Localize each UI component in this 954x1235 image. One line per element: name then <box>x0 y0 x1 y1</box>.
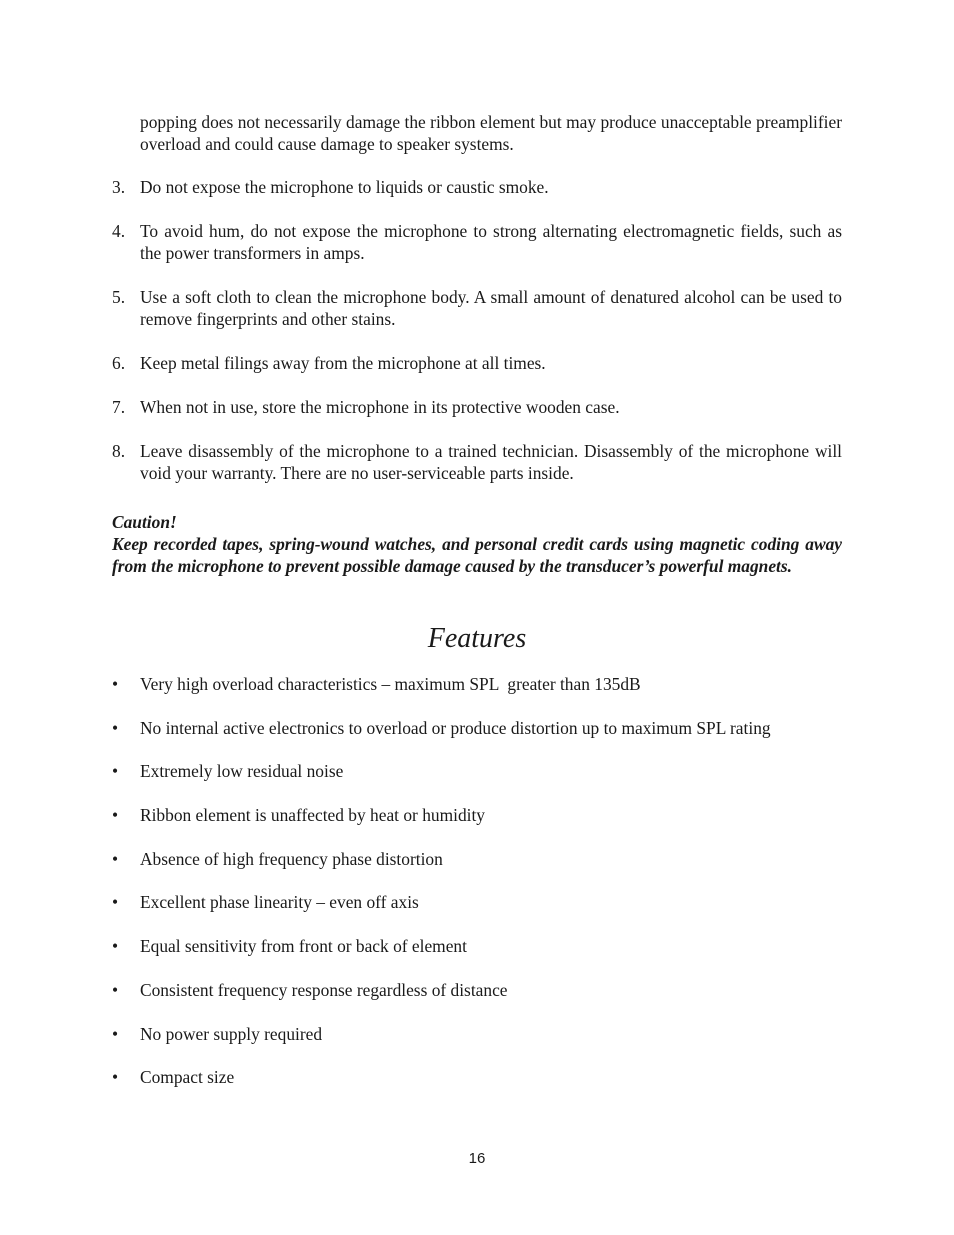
list-item <box>112 760 842 782</box>
item-number: 7. <box>112 397 126 417</box>
list-item <box>112 891 842 913</box>
page-number: 16 <box>468 1150 486 1167</box>
bullet-icon: • <box>112 979 119 1000</box>
bullet-icon: • <box>112 717 119 738</box>
feature-text: Equal sensitivity from front or back of element <box>140 936 467 957</box>
feature-text: No power supply required <box>140 1023 323 1044</box>
feature-text: Excellent phase linearity – even off axis <box>140 892 419 913</box>
item-text: Leave disassembly of the microphone to a trained technician. Disassembly of the microphone will void your warranty. There are no user-serviceable parts inside. <box>140 441 842 483</box>
numbered-item-8 <box>112 440 842 484</box>
bullet-icon: • <box>112 936 119 957</box>
feature-text: Absence of high frequency phase distortion <box>140 848 443 869</box>
caution-text: Keep recorded tapes, spring-wound watches, and personal credit cards using magnetic coding away from the microphone to prevent possible damage caused by the transducer’s powerful magnets. <box>112 534 842 576</box>
feature-text: Ribbon element is unaffected by heat or humidity <box>140 805 485 826</box>
item-number: 4. <box>112 221 126 241</box>
bullet-icon: • <box>112 805 119 826</box>
bullet-icon: • <box>112 761 119 782</box>
feature-text: Compact size <box>140 1067 235 1088</box>
numbered-item-7 <box>112 396 842 418</box>
item-text: Use a soft cloth to clean the microphone body. A small amount of denatured alcohol can be used to remove fingerprints and other stains. <box>140 287 842 329</box>
continuation-paragraph: popping does not necessarily damage the ribbon element but may produce unacceptable preamplifier overload and could cause damage to speaker systems. <box>140 112 842 154</box>
item-text: Keep metal filings away from the microphone at all times. <box>140 353 546 373</box>
list-item <box>112 979 842 1001</box>
list-item <box>112 848 842 870</box>
page-content <box>112 111 842 1088</box>
item-number: 3. <box>112 177 126 197</box>
numbered-item-4 <box>112 220 842 264</box>
bullet-icon: • <box>112 1023 119 1044</box>
item-number: 5. <box>112 287 126 307</box>
item-text: To avoid hum, do not expose the microphone to strong alternating electromagnetic fields, such as the power transformers in amps. <box>140 221 842 263</box>
list-item <box>112 1023 842 1045</box>
list-item <box>112 1066 842 1088</box>
item-number: 6. <box>112 353 126 373</box>
bullet-icon: • <box>112 848 119 869</box>
bullet-icon: • <box>112 1067 119 1088</box>
bullet-icon: • <box>112 892 119 913</box>
features-list <box>112 673 842 1088</box>
feature-text: No internal active electronics to overload or produce distortion up to maximum SPL rating <box>140 717 771 738</box>
numbered-item-5 <box>112 286 842 330</box>
numbered-item-6 <box>112 352 842 374</box>
features-heading: Features <box>427 623 527 654</box>
numbered-item-3 <box>112 176 842 198</box>
item-number: 8. <box>112 441 126 461</box>
list-item <box>112 717 842 739</box>
item-text: Do not expose the microphone to liquids or caustic smoke. <box>140 177 549 197</box>
list-item <box>112 935 842 957</box>
bullet-icon: • <box>112 674 119 694</box>
list-item <box>112 673 842 695</box>
feature-text: Extremely low residual noise <box>140 761 344 782</box>
list-item <box>112 804 842 826</box>
item-text: When not in use, store the microphone in its protective wooden case. <box>140 397 620 417</box>
feature-text: Consistent frequency response regardless of distance <box>140 979 508 1000</box>
caution-title: Caution! <box>112 512 177 532</box>
caution-notice <box>112 511 842 577</box>
feature-text: Very high overload characteristics – maximum SPL greater than 135dB <box>140 674 641 694</box>
